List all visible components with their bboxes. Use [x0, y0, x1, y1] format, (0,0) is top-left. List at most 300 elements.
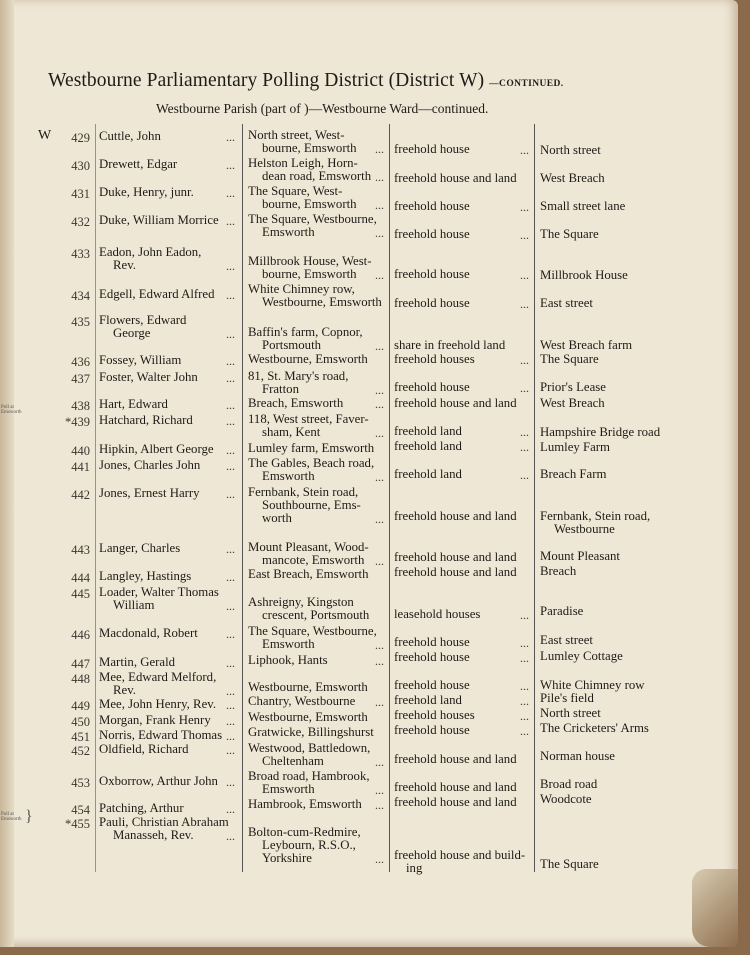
leader-dots: ...: [226, 288, 235, 302]
page-curl: [692, 869, 738, 947]
column-rule-4: [534, 124, 535, 872]
property-location-line: Millbrook House: [540, 268, 628, 282]
voter-address-line: Liphook, Hants: [248, 653, 328, 667]
entry-number: 445: [71, 587, 90, 601]
leader-dots: ...: [520, 353, 529, 367]
entry-number: 432: [71, 215, 90, 229]
property-location: [540, 692, 594, 705]
voter-name-line: Hart, Edward: [99, 397, 168, 411]
entry-number: 429: [71, 131, 90, 145]
voter-name: [99, 459, 200, 472]
voter-name-line: Duke, Henry, junr.: [99, 185, 194, 199]
voter-address: [248, 142, 357, 155]
leader-dots: ...: [226, 743, 235, 757]
title-text: Westbourne Parliamentary Polling District (District W): [48, 70, 485, 91]
property-location-line: West Breach: [540, 396, 605, 410]
voter-name-line: Cuttle, John: [99, 129, 161, 143]
property-location-line: North street: [540, 143, 601, 157]
qualification: freehold houses: [394, 352, 475, 366]
qualification: freehold house: [394, 635, 470, 649]
voter-name-line: Rev.: [113, 683, 136, 697]
voter-address: [248, 798, 362, 811]
property-location: [540, 565, 576, 578]
property-location: [540, 353, 599, 366]
entry-number: 433: [71, 247, 90, 261]
property-location-line: The Square: [540, 857, 599, 871]
voter-address: [248, 397, 343, 410]
entry-number: 440: [71, 444, 90, 458]
entry-number: 449: [71, 699, 90, 713]
leader-dots: ...: [226, 570, 235, 584]
qualification: freehold house and build-: [394, 848, 526, 862]
voter-address-line: White Chimney row,: [248, 282, 355, 296]
district-letter: W: [38, 128, 52, 143]
leader-dots: ...: [226, 487, 235, 501]
voter-address-line: bourne, Emsworth: [262, 141, 357, 155]
qualification: freehold house and land: [394, 396, 517, 410]
property-location: [540, 550, 620, 563]
leader-dots: ...: [375, 654, 384, 668]
voter-address-line: Broad road, Hambrook,: [248, 769, 370, 783]
voter-address-line: Fratton: [262, 382, 299, 396]
property-location-line: East street: [540, 633, 593, 647]
voter-name-line: Oldfield, Richard: [99, 742, 189, 756]
leader-dots: ...: [520, 425, 529, 439]
voter-address-line: Emsworth: [262, 782, 315, 796]
property-location-line: Westbourne: [554, 522, 615, 536]
qualification-line-2: ing: [406, 861, 423, 875]
voter-name-line: Rev.: [113, 258, 136, 272]
leader-dots: ...: [375, 339, 384, 353]
voter-name-line: Jones, Charles John: [99, 458, 201, 472]
entry-number: 437: [71, 372, 90, 386]
voter-address-line: Lumley farm, Emsworth: [248, 441, 375, 455]
property-location-line: Breach: [540, 564, 577, 578]
voter-name: [99, 656, 175, 669]
voter-address-line: bourne, Emsworth: [262, 267, 357, 281]
leader-dots: ...: [520, 679, 529, 693]
title-continued: —CONTINUED.: [489, 79, 564, 89]
property-location-line: Breach Farm: [540, 467, 607, 481]
voter-address: [248, 852, 312, 865]
qualification: freehold house: [394, 650, 470, 664]
voter-address: [248, 383, 299, 396]
qualification: freehold house: [394, 227, 470, 241]
entry-number: 435: [71, 315, 90, 329]
property-location-line: North street: [540, 706, 601, 720]
voter-name-line: Edgell, Edward Alfred: [99, 287, 215, 301]
qualification: freehold house and land: [394, 509, 517, 523]
voter-name-line: Flowers, Edward: [99, 313, 187, 327]
leader-dots: ...: [226, 186, 235, 200]
qualification: freehold house: [394, 267, 470, 281]
leader-dots: ...: [226, 829, 235, 843]
voter-name-line: Norris, Edward Thomas: [99, 728, 223, 742]
property-location-line: Mount Pleasant: [540, 549, 620, 563]
voter-address-line: bourne, Emsworth: [262, 197, 357, 211]
entry-number: 443: [71, 543, 90, 557]
property-location: [540, 858, 599, 871]
property-location: [540, 397, 605, 410]
leader-dots: ...: [375, 470, 384, 484]
leader-dots: ...: [375, 695, 384, 709]
voter-name: [99, 627, 198, 640]
voter-address-line: Leybourn, R.S.O.,: [262, 838, 356, 852]
property-location-line: Small street lane: [540, 199, 626, 213]
leader-dots: ...: [375, 755, 384, 769]
leader-dots: ...: [226, 130, 235, 144]
voter-name-line: Duke, William Morrice: [99, 213, 219, 227]
property-location-line: Hampshire Bridge road: [540, 425, 661, 439]
leader-dots: ...: [226, 684, 235, 698]
property-location-line: Prior's Lease: [540, 380, 606, 394]
voter-name-line: Foster, Walter John: [99, 370, 198, 384]
voter-name: [99, 570, 191, 583]
property-location: [540, 297, 593, 310]
leader-dots: ...: [520, 297, 529, 311]
voter-address-line: Bolton-cum-Redmire,: [248, 825, 361, 839]
voter-address: [248, 170, 371, 183]
entry-number: 453: [71, 776, 90, 790]
leader-dots: ...: [226, 414, 235, 428]
leader-dots: ...: [520, 468, 529, 482]
entry-number: *439: [65, 415, 90, 429]
property-location: [540, 228, 599, 241]
leader-dots: ...: [520, 268, 529, 282]
property-location: [540, 426, 660, 439]
leader-dots: ...: [520, 228, 529, 242]
leader-dots: ...: [226, 802, 235, 816]
voter-address-line: Chantry, Westbourne: [248, 694, 356, 708]
voter-address-line: sham, Kent: [262, 425, 321, 439]
page-title: [48, 70, 564, 92]
voter-address: [248, 609, 369, 622]
voter-address: [248, 353, 368, 366]
page-subtitle: Westbourne Parish (part of )—Westbourne Ward—continued.: [156, 101, 489, 116]
entry-number: 438: [71, 399, 90, 413]
voter-address: [248, 755, 324, 768]
entry-number: 444: [71, 571, 90, 585]
voter-address: [248, 470, 315, 483]
leader-dots: ...: [375, 268, 384, 282]
voter-address-line: Portsmouth: [262, 338, 322, 352]
voter-address: [248, 638, 315, 651]
margin-brace: }: [25, 808, 33, 825]
leader-dots: ...: [226, 698, 235, 712]
leader-dots: ...: [520, 608, 529, 622]
column-rule-1: [95, 124, 96, 872]
voter-address-line: Westbourne, Emsworth: [248, 680, 368, 694]
voter-name-line: Langley, Hastings: [99, 569, 192, 583]
qualification: freehold house and land: [394, 752, 517, 766]
voter-name-line: Morgan, Frank Henry: [99, 713, 211, 727]
voter-address-line: Westwood, Battledown,: [248, 741, 371, 755]
voter-address: [248, 198, 357, 211]
voter-address-line: Hambrook, Emsworth: [248, 797, 362, 811]
voter-address-line: Helston Leigh, Horn-: [248, 156, 358, 170]
property-location: [540, 750, 615, 763]
voter-name: [99, 327, 150, 340]
qualification: freehold house and land: [394, 550, 517, 564]
margin-note: Poll at Emsworth: [1, 405, 22, 415]
qualification: freehold house: [394, 142, 470, 156]
voter-address: [248, 711, 368, 724]
leader-dots: ...: [226, 259, 235, 273]
leader-dots: ...: [520, 440, 529, 454]
property-location-line: The Square: [540, 352, 599, 366]
property-location: [540, 468, 606, 481]
qualification: freehold house: [394, 199, 470, 213]
voter-address: [248, 226, 315, 239]
voter-address-line: mancote, Emsworth: [262, 553, 365, 567]
voter-address: [248, 442, 374, 455]
voter-name: [99, 371, 198, 384]
leader-dots: ...: [226, 354, 235, 368]
voter-name-line: Langer, Charles: [99, 541, 181, 555]
voter-address: [248, 568, 368, 581]
voter-address-line: Cheltenham: [262, 754, 324, 768]
voter-address-line: Emsworth: [262, 637, 315, 651]
voter-name-line: Fossey, William: [99, 353, 182, 367]
voter-name: [99, 684, 136, 697]
entry-number: 450: [71, 715, 90, 729]
leader-dots: ...: [226, 729, 235, 743]
leader-dots: ...: [520, 381, 529, 395]
voter-address-line: Gratwicke, Billingshurst: [248, 725, 374, 739]
voter-name: [99, 130, 161, 143]
voter-address-line: The Gables, Beach road,: [248, 456, 375, 470]
property-location-line: Fernbank, Stein road,: [540, 509, 651, 523]
property-location: [540, 605, 583, 618]
property-location: [540, 793, 592, 806]
voter-name: [99, 158, 177, 171]
leader-dots: ...: [520, 724, 529, 738]
leader-dots: ...: [375, 383, 384, 397]
voter-address: [248, 554, 364, 567]
voter-address: [248, 681, 368, 694]
voter-name: [99, 214, 219, 227]
voter-address-line: North street, West-: [248, 128, 345, 142]
voter-name: [99, 775, 218, 788]
entry-number: 434: [71, 289, 90, 303]
property-location-line: West Breach farm: [540, 338, 633, 352]
voter-name-line: Oxborrow, Arthur John: [99, 774, 218, 788]
voter-name: [99, 186, 194, 199]
qualification: freehold house: [394, 296, 470, 310]
voter-name: [99, 729, 222, 742]
property-location-line: Paradise: [540, 604, 584, 618]
leader-dots: ...: [226, 627, 235, 641]
voter-name: [99, 599, 154, 612]
property-location: [540, 778, 597, 791]
voter-address-line: Southbourne, Ems-: [262, 498, 361, 512]
property-location: [540, 144, 601, 157]
property-location-line: East street: [540, 296, 593, 310]
voter-name-line: Mee, Edward Melford,: [99, 670, 217, 684]
voter-address-line: Westbourne, Emsworth: [248, 710, 368, 724]
column-rule-2: [242, 124, 243, 872]
leader-dots: ...: [375, 226, 384, 240]
voter-address-line: East Breach, Emsworth: [248, 567, 369, 581]
property-location-line: The Cricketers' Arms: [540, 721, 649, 735]
property-location: [540, 650, 623, 663]
voter-name: [99, 802, 184, 815]
entry-number: 448: [71, 672, 90, 686]
qualification: freehold house: [394, 380, 470, 394]
voter-name-line: Eadon, John Eadon,: [99, 245, 202, 259]
margin-note: Poll at Emsworth: [1, 812, 22, 822]
property-location-line: Woodcote: [540, 792, 592, 806]
qualification: leasehold houses: [394, 607, 481, 621]
entry-number: 451: [71, 730, 90, 744]
entry-number: 446: [71, 628, 90, 642]
leader-dots: ...: [520, 143, 529, 157]
leader-dots: ...: [375, 198, 384, 212]
voter-address: [248, 268, 357, 281]
qualification: freehold land: [394, 439, 462, 453]
voter-name-line: Loader, Walter Thomas: [99, 585, 219, 599]
voter-name-line: Mee, John Henry, Rev.: [99, 697, 217, 711]
entry-number: 430: [71, 159, 90, 173]
page-spine: [0, 0, 22, 947]
voter-address-line: 118, West street, Faver-: [248, 412, 369, 426]
voter-address-line: The Square, Westbourne,: [248, 212, 377, 226]
property-location: [540, 339, 632, 352]
voter-address-line: Mount Pleasant, Wood-: [248, 540, 369, 554]
qualification: share in freehold land: [394, 338, 506, 352]
leader-dots: ...: [375, 798, 384, 812]
qualification: freehold land: [394, 693, 462, 707]
entry-number: 442: [71, 488, 90, 502]
property-location-line: Lumley Cottage: [540, 649, 623, 663]
leader-dots: ...: [520, 709, 529, 723]
leader-dots: ...: [375, 852, 384, 866]
leader-dots: ...: [375, 638, 384, 652]
voter-name: [99, 698, 216, 711]
voter-name: [99, 398, 168, 411]
leader-dots: ...: [375, 783, 384, 797]
leader-dots: ...: [375, 512, 384, 526]
voter-name-line: Drewett, Edgar: [99, 157, 178, 171]
voter-name: [99, 414, 193, 427]
voter-name-line: Hipkin, Albert George: [99, 442, 214, 456]
qualification: freehold house and land: [394, 795, 517, 809]
voter-address-line: Baffin's farm, Copnor,: [248, 325, 363, 339]
voter-name: [99, 259, 136, 272]
property-location: [540, 722, 649, 735]
leader-dots: ...: [520, 200, 529, 214]
voter-name: [99, 443, 214, 456]
voter-address: [248, 426, 320, 439]
property-location: [540, 200, 625, 213]
entry-number: 431: [71, 187, 90, 201]
voter-address: [248, 296, 382, 309]
property-location-line: Lumley Farm: [540, 440, 611, 454]
property-location-line: The Square: [540, 227, 599, 241]
leader-dots: ...: [226, 714, 235, 728]
property-location: [540, 441, 610, 454]
qualification: freehold land: [394, 467, 462, 481]
leader-dots: ...: [226, 214, 235, 228]
leader-dots: ...: [520, 651, 529, 665]
voter-address-line: Emsworth: [262, 469, 315, 483]
property-location: [540, 381, 606, 394]
leader-dots: ...: [226, 656, 235, 670]
qualification: freehold house and land: [394, 565, 517, 579]
voter-address: [248, 339, 321, 352]
qualification: freehold houses: [394, 708, 475, 722]
qualification: freehold house: [394, 678, 470, 692]
property-location-line: West Breach: [540, 171, 605, 185]
voter-address-line: Fernbank, Stein road,: [248, 485, 359, 499]
voter-name: [99, 829, 194, 842]
leader-dots: ...: [226, 398, 235, 412]
entry-number: 436: [71, 355, 90, 369]
entry-number: 447: [71, 657, 90, 671]
voter-name-line: Macdonald, Robert: [99, 626, 198, 640]
voter-address-line: Westbourne, Emsworth: [248, 352, 368, 366]
voter-name: [99, 714, 211, 727]
voter-address: [248, 783, 315, 796]
voter-name: [99, 288, 215, 301]
leader-dots: ...: [375, 426, 384, 440]
leader-dots: ...: [520, 636, 529, 650]
leader-dots: ...: [226, 371, 235, 385]
voter-address-line: Ashreigny, Kingston: [248, 595, 354, 609]
property-location: [540, 269, 628, 282]
voter-address-line: Emsworth: [262, 225, 315, 239]
property-location: [540, 172, 605, 185]
voter-name: [99, 487, 200, 500]
voter-address: [248, 726, 374, 739]
voter-address-line: Millbrook House, West-: [248, 254, 372, 268]
leader-dots: ...: [226, 158, 235, 172]
voter-address-line: crescent, Portsmouth: [262, 608, 370, 622]
leader-dots: ...: [375, 554, 384, 568]
voter-address-line: Westbourne, Emsworth: [262, 295, 382, 309]
voter-name: [99, 354, 181, 367]
qualification: freehold house and land: [394, 780, 517, 794]
voter-name-line: Pauli, Christian Abraham: [99, 815, 229, 829]
property-location: [540, 523, 615, 536]
entry-number: 441: [71, 460, 90, 474]
voter-name: [99, 542, 180, 555]
entry-number: 454: [71, 803, 90, 817]
leader-dots: ...: [226, 775, 235, 789]
property-location: [540, 707, 601, 720]
voter-address: [248, 654, 328, 667]
column-rule-3: [389, 124, 390, 872]
leader-dots: ...: [375, 142, 384, 156]
voter-name-line: Jones, Ernest Harry: [99, 486, 200, 500]
voter-address-line: Breach, Emsworth: [248, 396, 344, 410]
leader-dots: ...: [375, 397, 384, 411]
entry-number: 452: [71, 744, 90, 758]
property-location-line: White Chimney row: [540, 678, 645, 692]
voter-address-line: The Square, Westbourne,: [248, 624, 377, 638]
qualification: freehold house and land: [394, 171, 517, 185]
leader-dots: ...: [226, 327, 235, 341]
leader-dots: ...: [375, 170, 384, 184]
voter-name-line: Martin, Gerald: [99, 655, 176, 669]
voter-name-line: Hatchard, Richard: [99, 413, 193, 427]
property-location: [540, 634, 593, 647]
leader-dots: ...: [226, 443, 235, 457]
voter-address: [248, 512, 292, 525]
entry-number: *455: [65, 817, 90, 831]
voter-address-line: 81, St. Mary's road,: [248, 369, 349, 383]
leader-dots: ...: [520, 694, 529, 708]
